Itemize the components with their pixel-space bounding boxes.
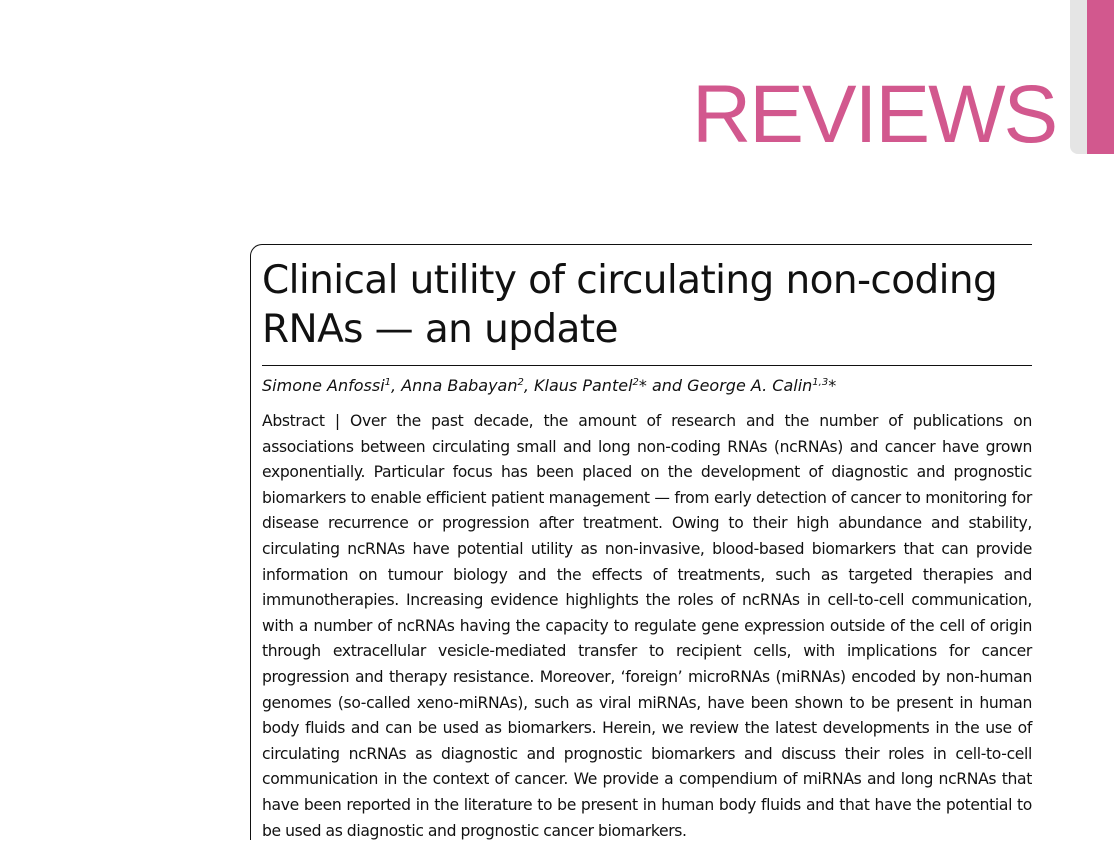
author-affiliation: 1,3 <box>812 377 829 388</box>
side-tab-accent <box>1087 0 1114 154</box>
author-separator: * and <box>638 376 688 395</box>
author-name: Klaus Pantel <box>534 376 633 395</box>
abstract-text: Over the past decade, the amount of research and the number of publications on associations between circulating small and long non-coding RNAs (ncRNAs) and cancer have grown exponentially. Particular focus has been placed on the development of diagnostic and prognostic biomarkers to enable efficient patient management — from early detection of cancer to monitoring for disease recurrence or progression after treatment. Owing to their high abundance and stability, circulating ncRNAs have potential utility as non-invasive, blood-based biomarkers that can provide information on tumour biology and the effects of treatments, such as targeted therapies and immunotherapies. Increasing evidence highlights the roles of ncRNAs in cell-to-cell communication, with a number of ncRNAs having the capacity to regulate gene expression outside of the cell of origin through extracellular vesicle-mediated transfer to recipient cells, with implications for cancer progression and therapy resistance. Moreover, ‘foreign’ microRNAs (miRNAs) encoded by non-human genomes (so-called xeno-miRNAs), such as viral miRNAs, have been shown to be present in human body fluids and can be used as biomarkers. Herein, we review the latest developments in the use of circulating ncRNAs as diagnostic and prognostic biomarkers and discuss their roles in cell-to-cell communication in the context of cancer. We provide a compendium of miRNAs and long ncRNAs that have been reported in the literature to be present in human body fluids and that have the potential to be used as diagnostic and prognostic cancer biomarkers. <box>262 412 1032 840</box>
abstract-label: Abstract | <box>262 412 351 430</box>
article-title: Clinical utility of circulating non-coding RNAs — an update <box>262 258 998 352</box>
author-list <box>262 375 1032 397</box>
author-separator: , <box>523 376 535 395</box>
author-affiliation: 1 <box>384 377 392 388</box>
author-name: George A. Calin <box>687 376 813 395</box>
author-separator: * <box>828 376 837 395</box>
abstract <box>262 409 1032 844</box>
author-separator: , <box>391 376 402 395</box>
title-divider <box>262 365 1032 366</box>
author-affiliation: 2 <box>517 377 524 388</box>
section-label: REVIEWS <box>692 69 1057 160</box>
author-affiliation: 2 <box>632 377 639 388</box>
author-name: Anna Babayan <box>401 376 518 395</box>
author-name: Simone Anfossi <box>262 376 385 395</box>
